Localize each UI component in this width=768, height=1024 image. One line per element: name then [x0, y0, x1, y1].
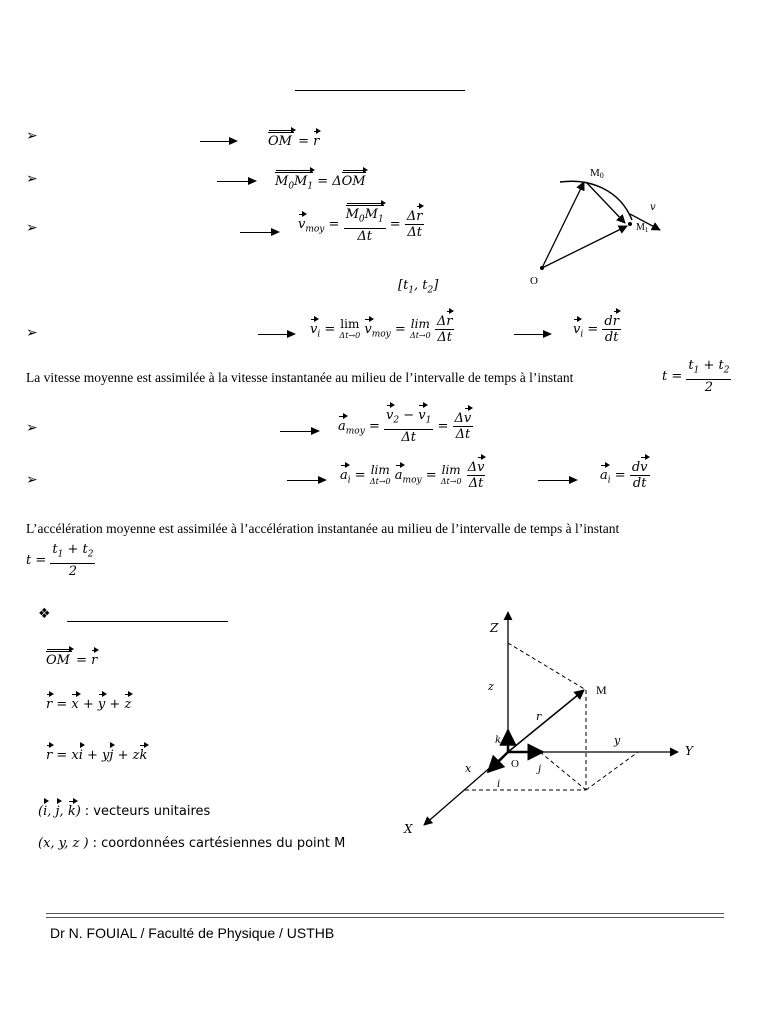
equation-r-unit: r = xi + yj + zk	[46, 748, 148, 763]
equation-om: OM = r	[268, 134, 320, 149]
label-v: v	[650, 202, 656, 213]
bullet-icon: ➢	[26, 420, 38, 436]
label-m1: $M_1$	[636, 222, 649, 234]
svg-text:i: i	[497, 779, 501, 790]
equation-vi-derivative: $v_i$ = $\frac{dr}{dt}$	[573, 314, 619, 345]
vector-om1	[542, 226, 627, 268]
svg-text:M: M	[596, 683, 607, 697]
svg-text:r: r	[536, 710, 542, 723]
equation-ai: $a_i$ = lim Δt→0 $a_{moy}$ = lim Δt→0 $\frac{\Delta v}{\Delta t}$	[340, 460, 485, 491]
bullet-icon: ➢	[26, 128, 38, 144]
label-m0: M0	[590, 167, 604, 180]
vector-m0m1	[586, 182, 625, 223]
svg-text:z: z	[488, 680, 494, 693]
coordinates-line: (x, y, z ) : coordonnées cartésiennes du point M	[38, 836, 346, 851]
trajectory-curve	[560, 181, 632, 220]
equation-vi: $v_i$ = lim Δt→0 $v_{moy}$ = lim Δt→0 $\frac{\Delta r}{\Delta t}$	[310, 314, 453, 345]
equation-m0m1: $M_0M_1 = \Delta OM$	[275, 174, 366, 192]
label-o: O	[530, 275, 538, 287]
equation-amoy: $a_{moy}$ = $\frac{v_2 - v_1}{\Delta t}$ = $\frac{\Delta v}{\Delta t}$	[338, 408, 472, 445]
svg-text:x: x	[465, 762, 472, 775]
instant-formula-2: t = $\frac{t_1 + t_2}{2}$	[26, 542, 94, 579]
equation-ai-derivative: $a_i$ = $\frac{dv}{dt}$	[600, 460, 648, 491]
footer-rule-2	[46, 917, 724, 918]
svg-text:O: O	[511, 758, 519, 770]
equation-r-sum: r = x + y + z	[46, 697, 132, 712]
axes-figure	[403, 612, 694, 836]
equation-om-2: OM = r	[46, 653, 98, 668]
unit-vectors-line: (i, j, k) : vecteurs unitaires	[38, 804, 211, 819]
bullet-icon: ➢	[26, 472, 38, 488]
svg-text:Z: Z	[490, 621, 499, 635]
svg-text:X: X	[404, 822, 413, 836]
bullet-icon: ➢	[26, 171, 38, 187]
bullet-icon: ➢	[26, 325, 38, 341]
svg-text:Y: Y	[685, 744, 693, 758]
svg-text:k: k	[495, 735, 502, 746]
svg-text:y: y	[614, 734, 621, 747]
vitesse-note: La vitesse moyenne est assimilée à la vitesse instantanée au milieu de l’intervalle de temps à l’instant	[26, 370, 574, 385]
equation-vmoy: $v_{moy}$ = $\frac{M_0M_1}{\Delta t}$ = $\frac{\Delta r}{\Delta t}$	[298, 207, 423, 244]
svg-text:j: j	[538, 764, 542, 775]
diamond-bullet-icon: ❖	[38, 606, 51, 622]
unit-i	[488, 752, 508, 772]
footer-rule	[46, 913, 724, 914]
bullet-icon: ➢	[26, 220, 38, 236]
interval: [$t_1$, $t_2$]	[398, 278, 439, 296]
vector-om0	[542, 182, 584, 268]
footer: Dr N. FOUIAL / Faculté de Physique / USTHB	[50, 925, 335, 941]
instant-formula: t = $\frac{t_1 + t_2}{2}$	[662, 358, 730, 395]
acceleration-note: L’accélération moyenne est assimilée à l’accélération instantanée au milieu de l’intervalle de temps à l’instant	[26, 521, 620, 536]
vector-r	[508, 690, 584, 752]
